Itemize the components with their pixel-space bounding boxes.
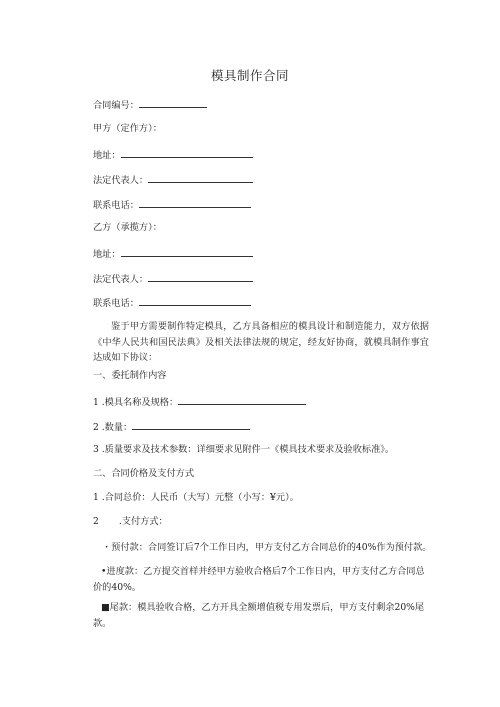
section1-item1-label: 1 .模具名称及规格： — [93, 397, 179, 408]
party-a-phone-row — [93, 198, 251, 212]
section1-item2-row — [93, 420, 250, 434]
payment-bullet-final: ■尾款：模具验收合格，乙方开具全额增值税专用发票后，甲方支付剩余20%尾款。 — [93, 602, 425, 629]
contract-number-row — [93, 98, 207, 112]
party-b-address-row — [93, 247, 253, 261]
section1-item2-label: 2 .数量： — [93, 422, 133, 433]
section1-item1-row — [93, 395, 306, 409]
section2-heading: 二、合同价格及支付方式 — [93, 468, 195, 479]
mold-name-blank[interactable] — [178, 395, 306, 405]
party-b-phone-blank[interactable] — [139, 296, 251, 306]
party-b-address-label: 地址： — [93, 249, 121, 260]
section1-item3: 3 .质量要求及技术参数：详细要求见附件一《模具技术要求及验收标准》。 — [93, 444, 395, 455]
party-a-rep-blank[interactable] — [148, 173, 253, 183]
contract-number-label: 合同编号： — [93, 100, 139, 111]
party-a-phone-label: 联系电话： — [93, 200, 139, 211]
section2-item2-label: .支付方式： — [118, 516, 168, 527]
party-a-rep-row — [93, 173, 253, 187]
quantity-blank[interactable] — [132, 420, 250, 430]
payment-bullet-prepayment: ・预付款：合同签订后7个工作日内，甲方支付乙方合同总价的40%作为预付款。 — [102, 542, 432, 553]
section2-item2-row — [93, 516, 168, 528]
party-b-rep-blank[interactable] — [148, 272, 253, 282]
party-a-heading: 甲方（定作方）： — [93, 123, 162, 134]
party-b-heading: 乙方（承揽方）： — [93, 222, 162, 233]
party-b-rep-row — [93, 272, 253, 286]
contract-title: 模具制作合同 — [210, 68, 289, 83]
section1-heading: 一、委托制作内容 — [93, 370, 167, 381]
payment-bullet-progress: •进度款：乙方提交首样并经甲方验收合格后7个工作日内，甲方支付乙方合同总价的40%。 — [93, 566, 425, 593]
party-b-phone-row — [93, 296, 251, 310]
party-a-address-blank[interactable] — [121, 148, 253, 158]
section2-item2-number: 2 — [93, 516, 99, 527]
party-b-phone-label: 联系电话： — [93, 298, 139, 309]
party-a-rep-label: 法定代表人： — [93, 175, 149, 186]
contract-number-blank[interactable] — [139, 98, 207, 108]
preamble-paragraph: 鉴于甲方需要制作特定模具，乙方具备相应的模具设计和制造能力，双方依据《中华人民共和国民法典》及相关法律法规的规定，经友好协商，就模具制作事宜达成如下协议： — [93, 321, 429, 363]
party-a-address-row — [93, 148, 253, 162]
party-b-address-blank[interactable] — [121, 247, 253, 257]
party-b-rep-label: 法定代表人： — [93, 274, 149, 285]
party-a-phone-blank[interactable] — [139, 198, 251, 208]
section2-item1: 1 .合同总价：人民币（大写）元整（小写：¥元）。 — [93, 492, 299, 503]
party-a-address-label: 地址： — [93, 150, 121, 161]
